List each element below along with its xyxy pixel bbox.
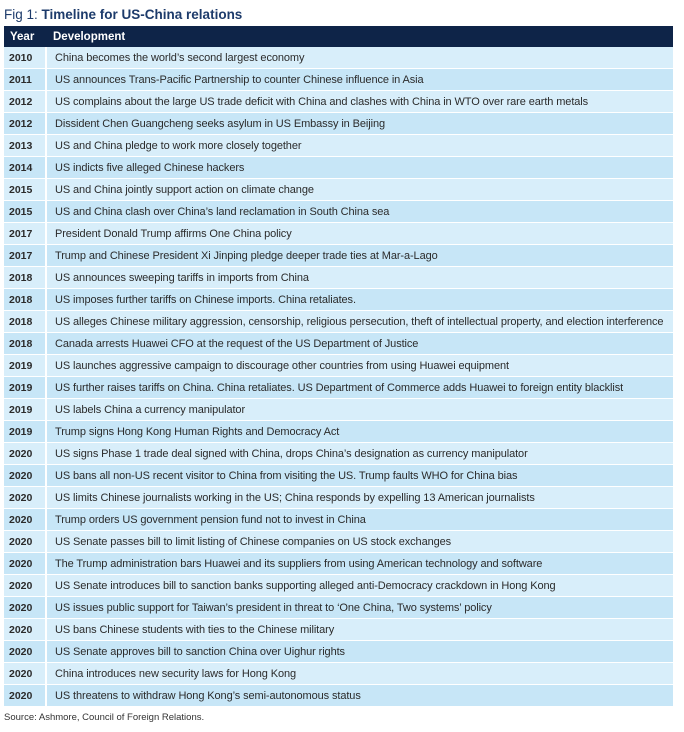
development-cell: US and China pledge to work more closely together [47, 135, 673, 157]
year-cell: 2017 [4, 245, 47, 267]
development-cell: US and China clash over China’s land reclamation in South China sea [47, 201, 673, 223]
table-row [4, 641, 673, 663]
development-cell: US launches aggressive campaign to discourage other countries from using Huawei equipment [47, 355, 673, 377]
year-cell: 2017 [4, 223, 47, 245]
development-cell: China introduces new security laws for Hong Kong [47, 663, 673, 685]
table-row [4, 509, 673, 531]
table-row [4, 113, 673, 135]
table-row [4, 223, 673, 245]
year-cell: 2018 [4, 333, 47, 355]
development-cell: US complains about the large US trade deficit with China and clashes with China in WTO over rare earth metals [47, 91, 673, 113]
table-row [4, 311, 673, 333]
development-cell: US further raises tariffs on China. China retaliates. US Department of Commerce adds Huawei to foreign entity blacklist [47, 377, 673, 399]
year-cell: 2019 [4, 377, 47, 399]
year-cell: 2020 [4, 685, 47, 707]
development-cell: Trump and Chinese President Xi Jinping pledge deeper trade ties at Mar-a-Lago [47, 245, 673, 267]
year-cell: 2013 [4, 135, 47, 157]
year-cell: 2020 [4, 619, 47, 641]
header-row [4, 26, 673, 47]
table-row [4, 685, 673, 707]
table-row [4, 289, 673, 311]
year-cell: 2014 [4, 157, 47, 179]
table-row [4, 245, 673, 267]
table-row [4, 377, 673, 399]
development-cell: US labels China a currency manipulator [47, 399, 673, 421]
table-row [4, 421, 673, 443]
table-row [4, 355, 673, 377]
table-row [4, 619, 673, 641]
year-cell: 2020 [4, 531, 47, 553]
year-cell: 2018 [4, 267, 47, 289]
table-row [4, 69, 673, 91]
development-cell: Trump signs Hong Kong Human Rights and Democracy Act [47, 421, 673, 443]
year-cell: 2020 [4, 509, 47, 531]
year-cell: 2019 [4, 355, 47, 377]
year-cell: 2011 [4, 69, 47, 91]
development-cell: US limits Chinese journalists working in the US; China responds by expelling 13 American journalists [47, 487, 673, 509]
year-cell: 2012 [4, 113, 47, 135]
year-cell: 2020 [4, 575, 47, 597]
development-cell: US threatens to withdraw Hong Kong’s semi-autonomous status [47, 685, 673, 707]
development-cell: US bans all non-US recent visitor to China from visiting the US. Trump faults WHO for China bias [47, 465, 673, 487]
development-cell: US announces Trans-Pacific Partnership to counter Chinese influence in Asia [47, 69, 673, 91]
table-row [4, 47, 673, 69]
development-cell: Canada arrests Huawei CFO at the request of the US Department of Justice [47, 333, 673, 355]
year-cell: 2019 [4, 421, 47, 443]
development-cell: US imposes further tariffs on Chinese imports. China retaliates. [47, 289, 673, 311]
table-row [4, 267, 673, 289]
table-row [4, 531, 673, 553]
year-cell: 2020 [4, 443, 47, 465]
figure-title [4, 6, 684, 26]
development-column-header: Development [47, 26, 673, 47]
table-row [4, 553, 673, 575]
year-cell: 2019 [4, 399, 47, 421]
development-cell: US Senate introduces bill to sanction banks supporting alleged anti-Democracy crackdown in Hong Kong [47, 575, 673, 597]
timeline-table [4, 26, 673, 707]
development-cell: US Senate passes bill to limit listing of Chinese companies on US stock exchanges [47, 531, 673, 553]
source-note: Source: Ashmore, Council of Foreign Relations. [4, 712, 205, 723]
table-row [4, 91, 673, 113]
year-cell: 2018 [4, 289, 47, 311]
timeline-rows [4, 47, 673, 707]
table-row [4, 135, 673, 157]
development-cell: Dissident Chen Guangcheng seeks asylum in US Embassy in Beijing [47, 113, 673, 135]
development-cell: US announces sweeping tariffs in imports from China [47, 267, 673, 289]
year-cell: 2020 [4, 465, 47, 487]
table-row [4, 663, 673, 685]
year-cell: 2010 [4, 47, 47, 69]
year-cell: 2020 [4, 487, 47, 509]
table-row [4, 201, 673, 223]
development-cell: The Trump administration bars Huawei and its suppliers from using American technology and software [47, 553, 673, 575]
year-cell: 2012 [4, 91, 47, 113]
year-cell: 2018 [4, 311, 47, 333]
development-cell: President Donald Trump affirms One China policy [47, 223, 673, 245]
development-cell: US indicts five alleged Chinese hackers [47, 157, 673, 179]
table-row [4, 487, 673, 509]
table-row [4, 157, 673, 179]
year-cell: 2020 [4, 597, 47, 619]
development-cell: US alleges Chinese military aggression, censorship, religious persecution, theft of intellectual property, and election interference [47, 311, 673, 333]
table-row [4, 179, 673, 201]
year-cell: 2015 [4, 201, 47, 223]
figure-name: Timeline for US-China relations [41, 7, 243, 22]
figure-label: Fig 1: [4, 7, 38, 22]
development-cell: US and China jointly support action on climate change [47, 179, 673, 201]
table-row [4, 597, 673, 619]
table-row [4, 333, 673, 355]
development-cell: China becomes the world’s second largest economy [47, 47, 673, 69]
year-column-header: Year [4, 26, 47, 47]
development-cell: US Senate approves bill to sanction China over Uighur rights [47, 641, 673, 663]
table-row [4, 465, 673, 487]
table-row [4, 399, 673, 421]
year-cell: 2020 [4, 553, 47, 575]
development-cell: US issues public support for Taiwan’s president in threat to ‘One China, Two systems’ policy [47, 597, 673, 619]
year-cell: 2020 [4, 663, 47, 685]
year-cell: 2015 [4, 179, 47, 201]
development-cell: US signs Phase 1 trade deal signed with China, drops China’s designation as currency manipulator [47, 443, 673, 465]
development-cell: US bans Chinese students with ties to the Chinese military [47, 619, 673, 641]
year-cell: 2020 [4, 641, 47, 663]
table-row [4, 575, 673, 597]
table-row [4, 443, 673, 465]
development-cell: Trump orders US government pension fund not to invest in China [47, 509, 673, 531]
